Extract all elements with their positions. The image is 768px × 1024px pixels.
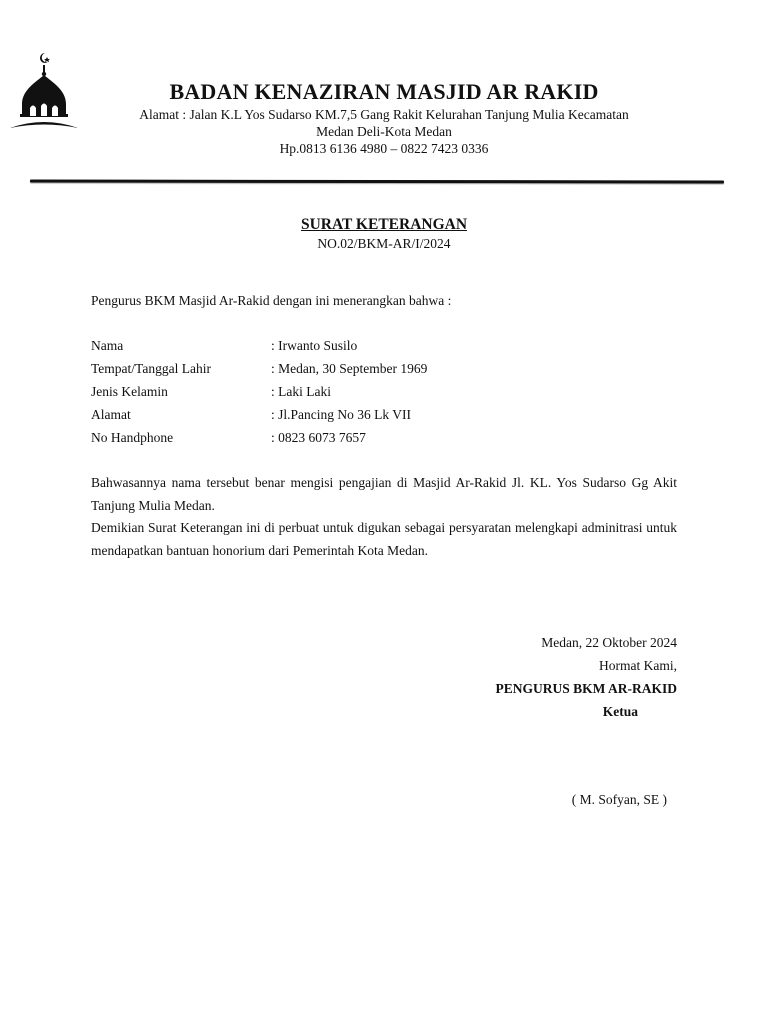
document-title-block — [0, 215, 768, 252]
field-label: Jenis Kelamin — [91, 384, 168, 399]
body-text — [91, 472, 677, 562]
identity-fields — [91, 337, 427, 452]
field-label: No Handphone — [91, 430, 174, 445]
field-row-name — [91, 337, 427, 360]
field-row-birth — [91, 360, 427, 383]
field-label: Alamat — [91, 407, 131, 422]
address-line-2: Medan Deli-Kota Medan — [316, 124, 452, 139]
intro-text: Pengurus BKM Masjid Ar-Rakid dengan ini menerangkan bahwa : — [91, 293, 452, 308]
field-row-gender — [91, 383, 427, 406]
document-number: NO.02/BKM-AR/I/2024 — [317, 236, 451, 251]
letterhead-divider — [30, 180, 724, 184]
body-paragraph-1: Bahwasannya nama tersebut benar mengisi pengajian di Masjid Ar-Rakid Jl. KL. Yos Sudarso Gg Akit Tanjung Mulia Medan. — [91, 475, 677, 513]
body-paragraph-2: Demikian Surat Keterangan ini di perbuat untuk digukan sebagai persyaratan melengkapi adminitrasi untuk mendapatkan bantuan honorium dari Pemerintah Kota Medan. — [91, 520, 677, 558]
field-value: : Laki Laki — [271, 384, 331, 399]
phone-line: Hp.0813 6136 4980 – 0822 7423 0336 — [279, 141, 489, 156]
organization-name: BADAN KENAZIRAN MASJID AR RAKID — [169, 79, 599, 104]
signer-name: ( M. Sofyan, SE ) — [571, 792, 667, 807]
mosque-dome-crescent-icon — [8, 48, 80, 132]
document-title: SURAT KETERANGAN — [300, 216, 468, 233]
field-value: : Irwanto Susilo — [271, 338, 358, 353]
place-date: Medan, 22 Oktober 2024 — [541, 635, 677, 650]
field-label: Nama — [91, 338, 124, 353]
field-value: : Jl.Pancing No 36 Lk VII — [271, 407, 411, 422]
field-value: : 0823 6073 7657 — [271, 430, 366, 445]
signer-position: Ketua — [602, 704, 638, 719]
address-line-1: Alamat : Jalan K.L Yos Sudarso KM.7,5 Gang Rakit Kelurahan Tanjung Mulia Kecamatan — [139, 107, 629, 122]
field-value: : Medan, 30 September 1969 — [271, 361, 428, 376]
signature-block — [495, 631, 677, 723]
field-row-address — [91, 406, 427, 429]
closing: Hormat Kami, — [599, 658, 677, 673]
letterhead — [90, 78, 678, 157]
field-label: Tempat/Tanggal Lahir — [91, 361, 211, 376]
signing-organization: PENGURUS BKM AR-RAKID — [495, 681, 677, 696]
field-row-phone — [91, 429, 427, 452]
